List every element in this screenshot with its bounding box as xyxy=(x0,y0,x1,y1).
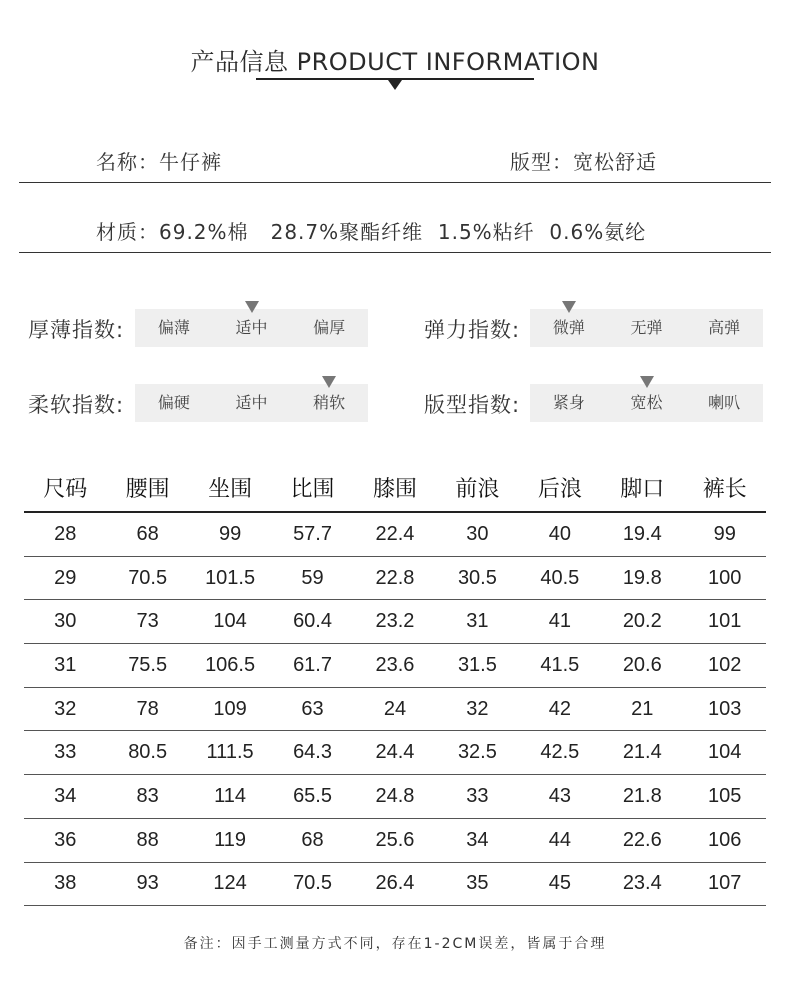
table-row xyxy=(24,644,766,688)
column-header: 尺码 xyxy=(43,477,88,502)
fit-value: 宽松舒适 xyxy=(573,150,657,174)
column-header: 腰围 xyxy=(125,477,170,502)
column-header: 裤长 xyxy=(702,477,747,502)
table-cell: 119 xyxy=(214,828,247,851)
fit-index-scale xyxy=(530,384,763,422)
table-cell: 24 xyxy=(383,697,407,720)
table-cell: 22.4 xyxy=(375,522,415,545)
table-cell: 26.4 xyxy=(375,872,415,895)
index-option: 微弹 xyxy=(530,309,608,347)
elasticity-index-label: 弹力指数: xyxy=(424,318,521,342)
product-material xyxy=(96,216,646,245)
column-header: 后浪 xyxy=(537,477,582,502)
table-cell: 88 xyxy=(136,828,159,851)
table-row xyxy=(24,819,766,863)
index-option: 偏硬 xyxy=(157,393,190,412)
divider xyxy=(19,252,771,253)
table-cell: 20.6 xyxy=(622,653,662,676)
table-cell: 68 xyxy=(136,522,159,545)
table-cell: 99 xyxy=(713,522,736,545)
table-cell: 61.7 xyxy=(293,653,332,676)
table-cell: 30 xyxy=(466,522,489,545)
table-cell: 32 xyxy=(466,697,489,720)
column-header: 前浪 xyxy=(455,477,500,502)
thickness-index-label: 厚薄指数: xyxy=(28,318,125,342)
table-cell: 109 xyxy=(213,697,247,720)
table-cell: 31 xyxy=(54,653,77,676)
table-cell: 101.5 xyxy=(205,566,256,589)
index-option: 宽松 xyxy=(608,384,686,422)
table-cell: 31 xyxy=(466,610,489,633)
fit-index-label: 版型指数: xyxy=(424,393,521,417)
column-header: 脚口 xyxy=(620,477,665,502)
table-cell: 104 xyxy=(708,741,742,764)
table-cell: 45 xyxy=(548,872,571,895)
table-cell: 19.8 xyxy=(622,566,662,589)
product-name xyxy=(96,146,222,175)
table-cell: 99 xyxy=(218,522,242,545)
table-cell: 30 xyxy=(54,610,77,633)
table-cell: 24.8 xyxy=(375,784,415,807)
table-cell: 20.2 xyxy=(622,610,662,633)
table-cell: 57.7 xyxy=(293,522,332,545)
column-header: 比围 xyxy=(290,477,335,502)
table-header xyxy=(24,464,766,513)
table-cell: 19.4 xyxy=(622,522,662,545)
table-cell: 23.2 xyxy=(375,610,415,633)
column-header: 膝围 xyxy=(372,477,417,502)
table-cell: 107 xyxy=(708,872,742,895)
selected-marker-icon xyxy=(640,376,654,388)
table-cell: 34 xyxy=(466,828,489,851)
name-value: 牛仔裤 xyxy=(159,150,222,174)
table-cell: 42.5 xyxy=(540,741,580,764)
table-cell: 35 xyxy=(466,872,489,895)
table-cell: 70.5 xyxy=(293,872,332,895)
table-cell: 40.5 xyxy=(540,566,580,589)
softness-index-scale xyxy=(135,384,368,422)
index-option: 稍软 xyxy=(290,384,368,422)
product-fit xyxy=(510,146,657,175)
table-cell: 100 xyxy=(708,566,742,589)
title-arrow-icon xyxy=(388,80,402,90)
table-cell: 25.6 xyxy=(375,828,415,851)
table-cell: 33 xyxy=(54,741,77,764)
table-cell: 41.5 xyxy=(540,653,580,676)
table-cell: 73 xyxy=(136,610,159,633)
table-cell: 38 xyxy=(54,872,77,895)
table-row xyxy=(24,775,766,819)
size-table xyxy=(24,464,766,906)
table-cell: 68 xyxy=(301,828,324,851)
measurement-note: 备注：因手工测量方式不同，存在1-2CM误差，皆属于合理 xyxy=(183,936,607,952)
table-body xyxy=(24,513,766,906)
table-cell: 21.4 xyxy=(622,741,662,764)
table-cell: 32.5 xyxy=(457,741,497,764)
table-cell: 22.6 xyxy=(622,828,662,851)
table-cell: 59 xyxy=(301,566,324,589)
table-cell: 78 xyxy=(136,697,159,720)
table-cell: 93 xyxy=(136,872,159,895)
table-cell: 83 xyxy=(136,784,159,807)
table-cell: 43 xyxy=(548,784,571,807)
index-option: 无弹 xyxy=(630,318,663,337)
table-cell: 41 xyxy=(548,610,571,633)
table-cell: 75.5 xyxy=(128,653,168,676)
index-option: 喇叭 xyxy=(708,393,741,412)
table-cell: 60.4 xyxy=(293,610,332,633)
fit-label: 版型： xyxy=(510,150,573,174)
table-cell: 114 xyxy=(214,784,247,807)
table-cell: 21 xyxy=(631,697,654,720)
table-cell: 64.3 xyxy=(293,741,332,764)
table-row xyxy=(24,688,766,732)
table-cell: 111.5 xyxy=(206,741,254,764)
table-cell: 33 xyxy=(466,784,489,807)
table-row xyxy=(24,731,766,775)
table-cell: 40 xyxy=(548,522,571,545)
table-cell: 22.8 xyxy=(375,566,415,589)
table-cell: 28 xyxy=(54,522,77,545)
table-cell: 24.4 xyxy=(375,741,415,764)
material-label: 材质： xyxy=(96,220,159,244)
table-cell: 103 xyxy=(708,697,742,720)
table-cell: 65.5 xyxy=(293,784,332,807)
selected-marker-icon xyxy=(245,301,259,313)
table-cell: 106.5 xyxy=(205,653,256,676)
table-cell: 63 xyxy=(301,697,324,720)
table-cell: 23.6 xyxy=(375,653,415,676)
divider xyxy=(19,182,771,183)
table-cell: 124 xyxy=(213,872,247,895)
table-cell: 105 xyxy=(708,784,742,807)
elasticity-index-scale xyxy=(530,309,763,347)
table-cell: 44 xyxy=(548,828,571,851)
index-option: 适中 xyxy=(213,309,291,347)
table-cell: 104 xyxy=(213,610,247,633)
column-header: 坐围 xyxy=(208,477,253,502)
selected-marker-icon xyxy=(562,301,576,313)
table-cell: 106 xyxy=(708,828,742,851)
index-option: 偏薄 xyxy=(157,318,190,337)
index-option: 紧身 xyxy=(552,393,585,412)
table-cell: 102 xyxy=(708,653,742,676)
table-cell: 30.5 xyxy=(457,566,497,589)
selected-marker-icon xyxy=(322,376,336,388)
table-cell: 29 xyxy=(54,566,77,589)
table-cell: 21.8 xyxy=(622,784,662,807)
softness-index-label: 柔软指数: xyxy=(28,393,125,417)
table-cell: 31.5 xyxy=(457,653,497,676)
table-cell: 101 xyxy=(708,610,742,633)
table-cell: 34 xyxy=(54,784,77,807)
table-cell: 36 xyxy=(54,828,77,851)
table-cell: 42 xyxy=(548,697,571,720)
name-label: 名称： xyxy=(96,150,159,174)
index-option: 偏厚 xyxy=(313,318,346,337)
table-cell: 80.5 xyxy=(128,741,168,764)
thickness-index-scale xyxy=(135,309,368,347)
material-value: 69.2%棉 28.7%聚酯纤维 1.5%粘纤 0.6%氨纶 xyxy=(159,220,647,244)
table-cell: 23.4 xyxy=(622,872,662,895)
index-option: 适中 xyxy=(235,393,268,412)
page-title: 产品信息 PRODUCT INFORMATION xyxy=(190,48,600,76)
table-row xyxy=(24,863,766,907)
table-row xyxy=(24,513,766,557)
table-cell: 70.5 xyxy=(128,566,168,589)
table-cell: 32 xyxy=(54,697,77,720)
table-row xyxy=(24,600,766,644)
index-option: 高弹 xyxy=(708,318,741,337)
table-row xyxy=(24,557,766,601)
